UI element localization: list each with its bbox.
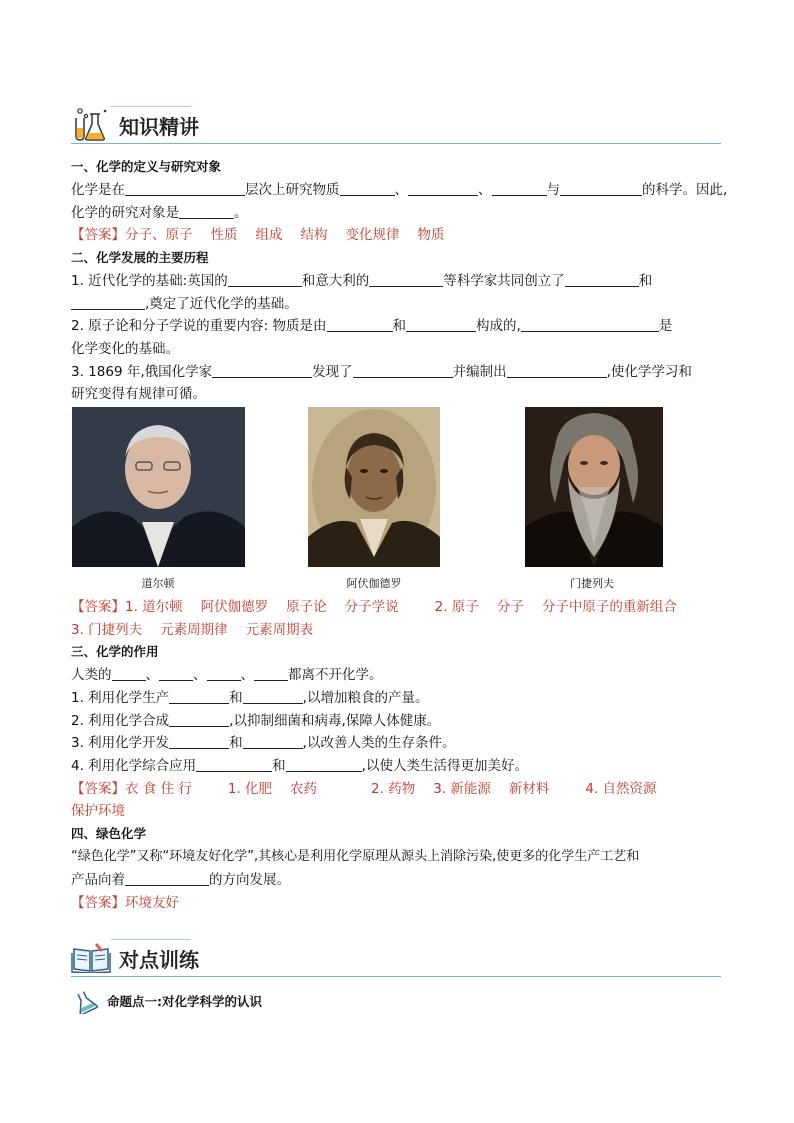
answer-history-1: 【答案】1. 道尔顿 阿伏伽德罗 原子论 分子学说 2. 原子 分子 分子中原子的重新组合 [71,599,677,615]
history-line-6: 研究变得有规律可循。 [71,386,206,402]
history-line-2: ,奠定了近代化学的基础。 [71,294,298,314]
header-top-rule [111,939,191,940]
caption-avogadro: 阿伏伽德罗 [346,577,402,590]
header-rule [71,143,721,144]
history-line-4: 化学变化的基础。 [71,341,179,357]
caption-mendeleev: 门捷列夫 [570,577,614,590]
portrait-avogadro [308,407,440,567]
role-line-3: 3. 利用化学开发 和 ,以改善人类的生存条件。 [71,735,456,751]
flask-icon [73,990,99,1014]
definition-line-1: 化学是在 层次上研究物质 、 、 与 的科学。因此, [71,182,728,198]
section-title: 知识精讲 [119,115,199,139]
role-line-0: 人类的 、 、 、 都离不开化学。 [71,667,383,683]
section-header-practice [71,937,721,977]
heading-history: 二、化学发展的主要历程 [71,250,209,265]
heading-green: 四、绿色化学 [71,826,147,841]
green-line-2: 产品向着 的方向发展。 [71,872,290,888]
flask-icon [71,106,111,142]
portrait-mendeleev [525,407,663,567]
caption-dalton: 道尔顿 [141,577,175,590]
history-line-3: 2. 原子论和分子学说的重要内容: 物质是由 和 构成的, 是 [71,318,673,334]
heading-role: 三、化学的作用 [71,644,159,659]
answer-history-2: 3. 门捷列夫 元素周期律 元素周期表 [71,622,314,638]
role-line-2: 2. 利用化学合成 ,以抑制细菌和病毒,保障人体健康。 [71,713,441,729]
history-line-1: 1. 近代化学的基础:英国的 和意大利的 等科学家共同创立了 和 [71,273,653,289]
answer-definition: 【答案】分子、原子 性质 组成 结构 变化规律 物质 [71,227,445,243]
header-rule [71,976,721,977]
topic-label: 命题点一:对化学科学的认识 [107,994,262,1009]
history-line-5: 3. 1869 年,俄国化学家 发现了 并编制出 ,使化学学习和 [71,364,692,380]
section-title: 对点训练 [119,948,199,972]
portrait-dalton [72,407,245,567]
answer-green: 【答案】环境友好 [71,895,179,911]
heading-definition: 一、化学的定义与研究对象 [71,159,222,174]
definition-line-2: 化学的研究对象是 。 [71,205,248,221]
role-line-4: 4. 利用化学综合应用 和 ,以使人类生活得更加美好。 [71,758,528,774]
book-icon [71,941,111,973]
header-top-rule [111,106,191,107]
section-header-knowledge [71,104,721,144]
answer-role-1: 【答案】衣 食 住 行 1. 化肥 农药 2. 药物 3. 新能源 新材料 4. 自然资源 [71,781,657,797]
role-line-1: 1. 利用化学生产 和 ,以增加粮食的产量。 [71,690,429,706]
answer-role-2: 保护环境 [71,803,125,819]
green-line-1: “绿色化学”又称“环境友好化学”,其核心是利用化学原理从源头上消除污染,使更多的化学生产工艺和 [71,849,640,864]
